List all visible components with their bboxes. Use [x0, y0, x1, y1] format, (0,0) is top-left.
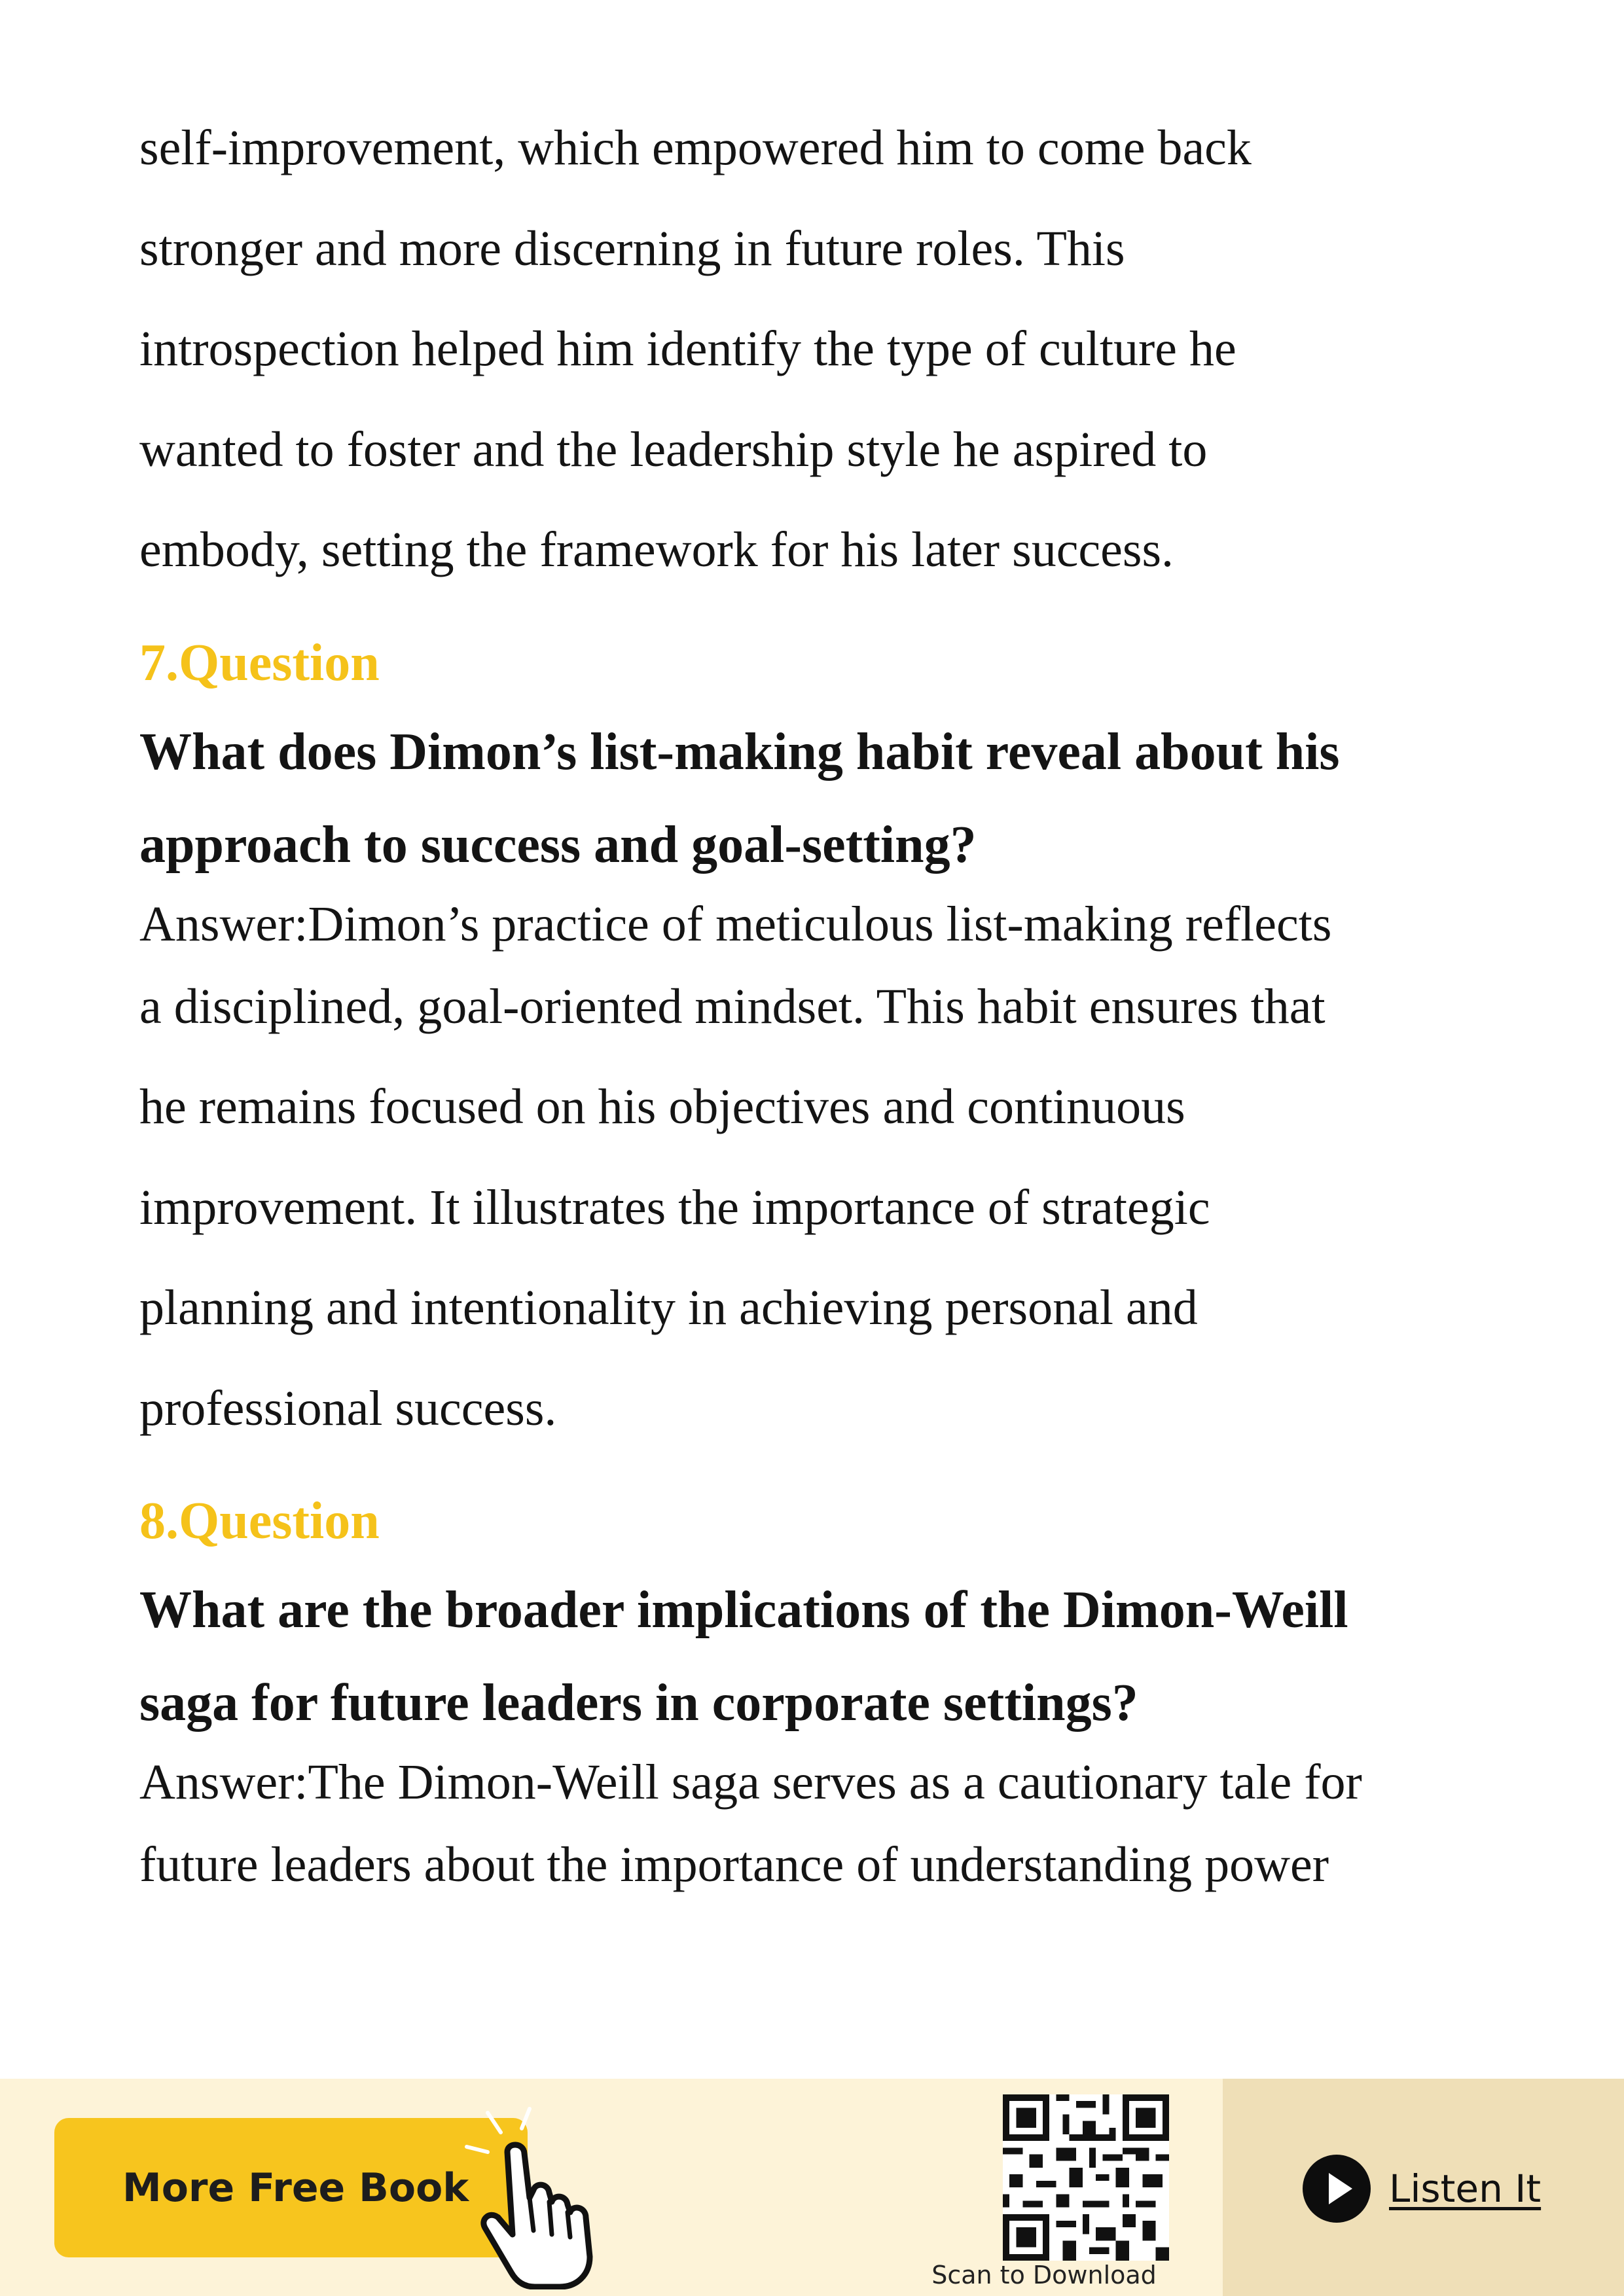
- qr-code-icon: [1003, 2094, 1169, 2261]
- answer-7-line: professional success.: [139, 1380, 557, 1436]
- intro-line: self-improvement, which empowered him to come back: [139, 120, 1252, 175]
- answer-8-line: Answer:The Dimon-Weill saga serves as a cautionary tale for: [139, 1755, 1362, 1810]
- intro-line: embody, setting the framework for his later success.: [139, 522, 1174, 577]
- question-8-text: What are the broader implications of the Dimon-Weill: [139, 1581, 1348, 1639]
- answer-7-line: Answer:Dimon’s practice of meticulous list-making reflects: [139, 896, 1332, 952]
- play-icon: [1303, 2155, 1371, 2223]
- intro-line: introspection helped him identify the type of culture he: [139, 321, 1236, 376]
- question-7-text: approach to success and goal-setting?: [139, 816, 977, 874]
- listen-it-label: Listen It: [1389, 2166, 1542, 2211]
- page-content: [139, 98, 1527, 1916]
- intro-line: stronger and more discerning in future roles. This: [139, 221, 1125, 276]
- intro-line: wanted to foster and the leadership style he aspired to: [139, 422, 1208, 477]
- answer-7-line: a disciplined, goal-oriented mindset. This habit ensures that: [139, 978, 1326, 1034]
- more-free-book-button[interactable]: [54, 2118, 528, 2257]
- question-8-text: saga for future leaders in corporate settings?: [139, 1674, 1138, 1732]
- question-7-text: What does Dimon’s list-making habit reveal about his: [139, 723, 1340, 781]
- footer-bar: [0, 2079, 1624, 2296]
- answer-7-line: improvement. It illustrates the importance of strategic: [139, 1179, 1210, 1235]
- more-free-book-label: More Free Book: [122, 2164, 469, 2211]
- answer-8-line: future leaders about the importance of understanding power: [139, 1837, 1329, 1892]
- answer-7-line: planning and intentionality in achieving personal and: [139, 1280, 1198, 1335]
- hand-pointer-icon: [461, 2106, 619, 2289]
- answer-7-line: he remains focused on his objectives and continuous: [139, 1079, 1185, 1134]
- question-8-heading: 8.Question: [139, 1492, 380, 1550]
- question-7-heading: 7.Question: [139, 634, 380, 692]
- scan-to-download-label: Scan to Download: [931, 2261, 1157, 2289]
- listen-it-button[interactable]: [1303, 2155, 1541, 2223]
